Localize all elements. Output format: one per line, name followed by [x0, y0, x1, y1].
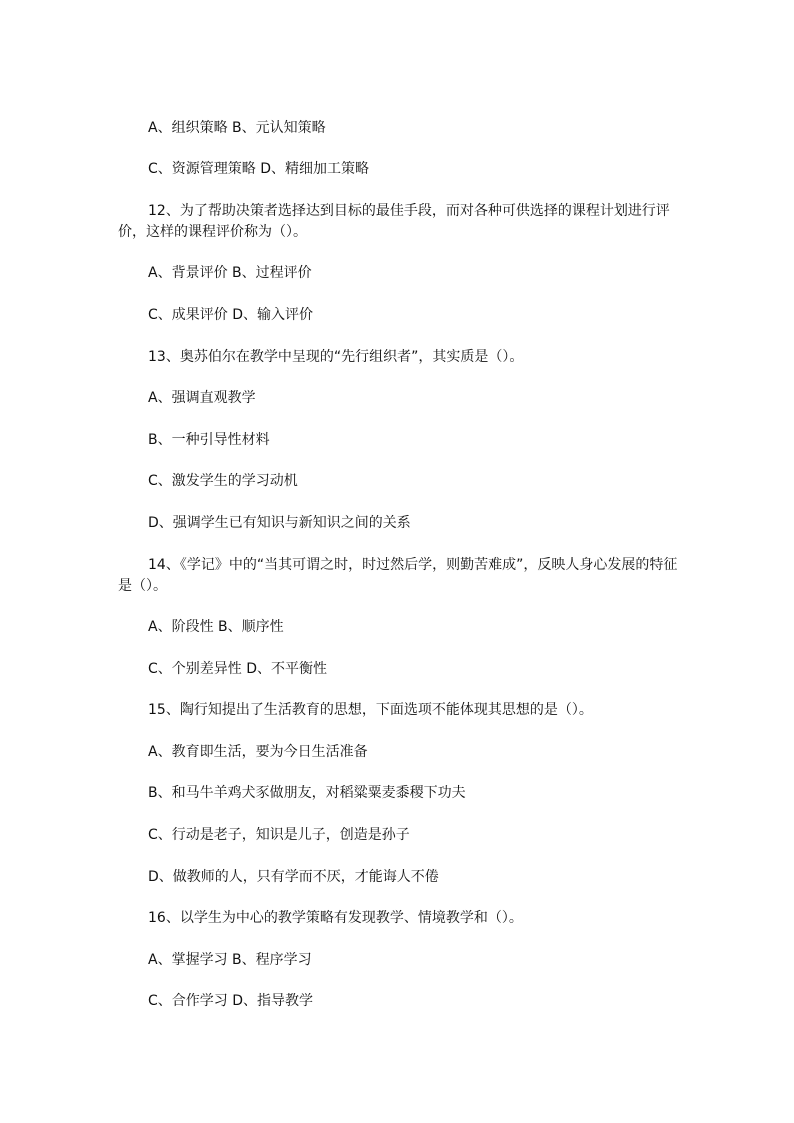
option-line: A、阶段性 B、顺序性 — [148, 619, 284, 635]
option-line: B、一种引导性材料 — [148, 432, 270, 448]
option-line: C、资源管理策略 D、精细加工策略 — [148, 161, 370, 177]
option-line: A、强调直观教学 — [148, 390, 256, 406]
question-16: 16、以学生为中心的教学策略有发现教学、情境教学和（）。 — [148, 910, 523, 926]
question-13: 13、奥苏伯尔在教学中呈现的“先行组织者”，其实质是（）。 — [148, 349, 524, 365]
question-12: 12、为了帮助决策者选择达到目标的最佳手段，而对各种可供选择的课程计划进行评价，这样的课程评价称为（）。 — [118, 203, 670, 240]
question-14: 14、《学记》中的“当其可谓之时，时过然后学，则勤苦难成”，反映人身心发展的特征是（）。 — [118, 557, 678, 594]
option-line: C、个别差异性 D、不平衡性 — [148, 661, 328, 677]
option-line: A、组织策略 B、元认知策略 — [148, 120, 326, 136]
option-line: D、强调学生已有知识与新知识之间的关系 — [148, 515, 411, 531]
option-line: A、教育即生活，要为今日生活准备 — [148, 744, 368, 760]
option-line: B、和马牛羊鸡犬豕做朋友，对稻粱粟麦黍稷下功夫 — [148, 785, 466, 801]
option-line: A、背景评价 B、过程评价 — [148, 265, 312, 281]
option-line: D、做教师的人，只有学而不厌，才能诲人不倦 — [148, 869, 439, 885]
option-line: C、激发学生的学习动机 — [148, 473, 298, 489]
question-15: 15、陶行知提出了生活教育的思想，下面选项不能体现其思想的是（）。 — [148, 702, 593, 718]
option-line: C、成果评价 D、输入评价 — [148, 307, 314, 323]
option-line: C、行动是老子，知识是儿子，创造是孙子 — [148, 827, 410, 843]
option-line: C、合作学习 D、指导教学 — [148, 993, 314, 1009]
option-line: A、掌握学习 B、程序学习 — [148, 952, 312, 968]
